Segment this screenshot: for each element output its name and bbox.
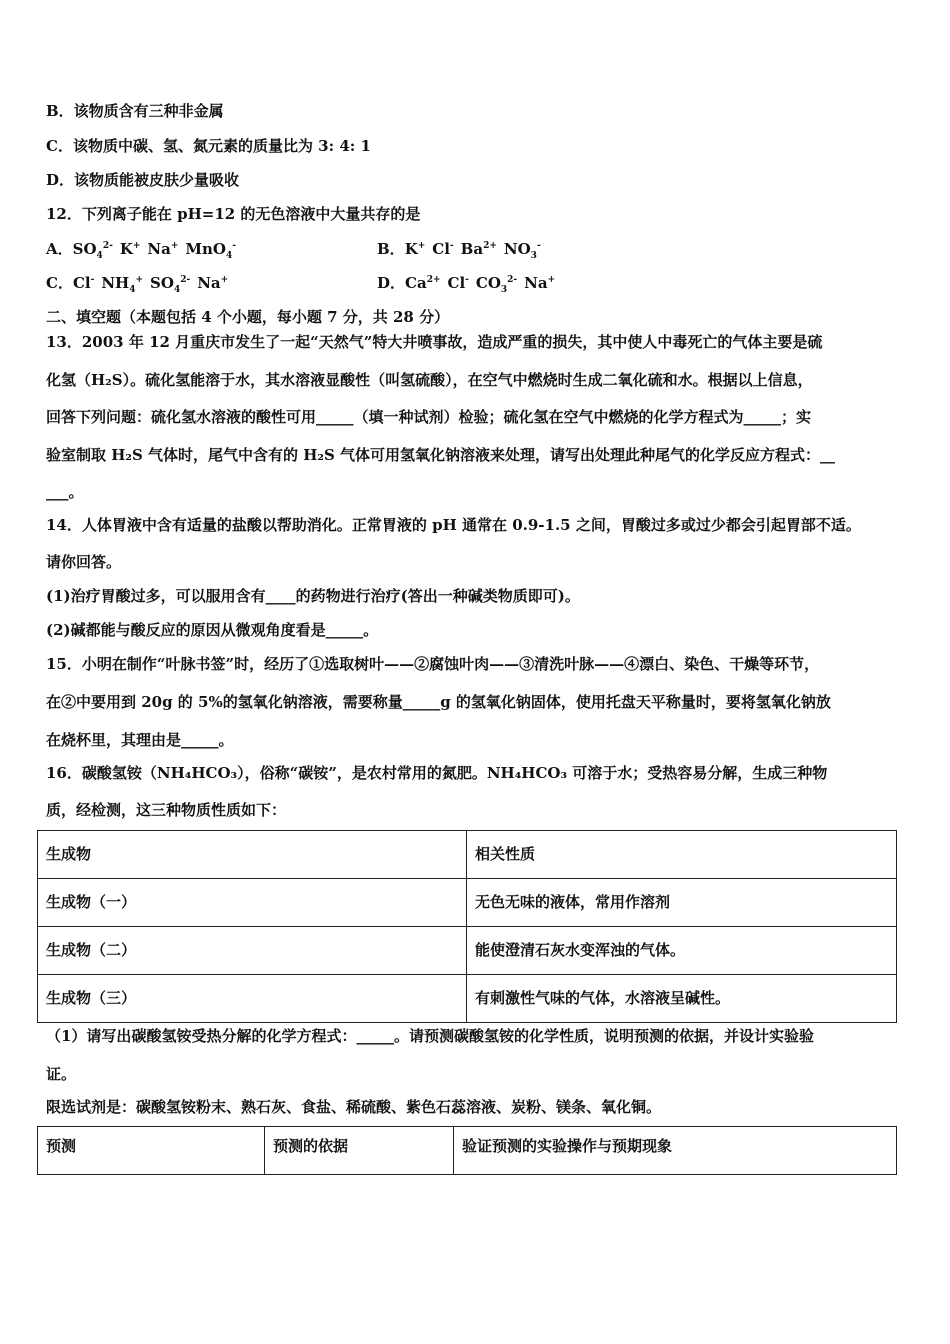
ion-formula: Cl- <box>447 274 469 292</box>
table-header-cell: 验证预测的实验操作与预期现象 <box>454 1127 897 1175</box>
q14-line-1: 14．人体胃液中含有适量的盐酸以帮助消化。正常胃液的 pH 通常在 0.9-1.5 之间，胃酸过多或过少都会引起胃部不适。 <box>46 516 861 534</box>
table-header-row <box>38 1127 897 1175</box>
table-cell: 生成物（二） <box>38 927 467 975</box>
table-cell: 生成物（一） <box>38 879 467 927</box>
section-heading: 二、填空题（本题包括 4 个小题，每小题 7 分，共 28 分） <box>46 308 450 326</box>
q13-line-3: 回答下列问题：硫化氢水溶液的酸性可用_____（填一种试剂）检验；硫化氢在空气中燃烧的化学方程式为_____；实 <box>46 408 812 426</box>
ion-formula: $Ba^{2+}$ <box>460 240 497 258</box>
q14-line-3: (1)治疗胃酸过多，可以服用含有____的药物进行治疗(答出一种碱类物质即可)。 <box>46 587 580 605</box>
q13-line-5: ___。 <box>46 483 84 501</box>
q14-line-4: (2)碱都能与酸反应的原因从微观角度看是_____。 <box>46 621 379 639</box>
prediction-table <box>37 1126 897 1175</box>
option-label: C． <box>46 274 73 292</box>
q15-line-3: 在烧杯里，其理由是_____。 <box>46 731 234 749</box>
q12-option-d <box>377 274 562 293</box>
products-table <box>37 830 897 1023</box>
option-label: A． <box>46 240 73 258</box>
ion-formula: Cl- <box>432 240 454 258</box>
ion-formula: $SO_4^{2-}$ <box>150 274 191 295</box>
table-row <box>38 975 897 1023</box>
q14-line-2: 请你回答。 <box>46 553 122 571</box>
table-cell: 生成物（三） <box>38 975 467 1023</box>
ion-formula: K+ <box>404 240 426 258</box>
q11-option-b: B．该物质含有三种非金属 <box>46 102 224 120</box>
q16-line-1: 16．碳酸氢铵（NH₄HCO₃），俗称“碳铵”，是农村常用的氮肥。NH₄HCO₃ 可溶于水；受热容易分解，生成三种物 <box>46 764 828 782</box>
q16-reagents: 限选试剂是：碳酸氢铵粉末、熟石灰、食盐、稀硫酸、紫色石蕊溶液、炭粉、镁条、氧化铜。 <box>46 1098 662 1116</box>
table-row <box>38 879 897 927</box>
ion-formula: Na+ <box>197 274 229 292</box>
table-header-cell: 相关性质 <box>467 831 897 879</box>
ion-formula: Na+ <box>147 240 179 258</box>
q12-option-a <box>46 240 243 259</box>
q16-line-2: 质，经检测，这三种物质性质如下： <box>46 801 287 819</box>
q16-part1-line-1: （1）请写出碳酸氢铵受热分解的化学方程式：_____。请预测碳酸氢铵的化学性质，说明预测的依据，并设计实验验 <box>46 1027 814 1045</box>
q16-part1-line-2: 证。 <box>46 1065 77 1083</box>
q13-line-1: 13．2003 年 12 月重庆市发生了一起“天然气”特大井喷事故，造成严重的损失，其中使人中毒死亡的气体主要是硫 <box>46 333 823 351</box>
q12-stem: 12．下列离子能在 pH=12 的无色溶液中大量共存的是 <box>46 205 421 223</box>
q12-option-c <box>46 274 235 293</box>
ion-formula: MnO$_4$- <box>185 240 236 261</box>
option-label: B． <box>377 240 405 258</box>
ion-formula: $NO_3^-$ <box>503 240 541 261</box>
q12-option-b <box>377 240 548 259</box>
q15-line-2: 在②中要用到 20g 的 5%的氢氧化钠溶液，需要称量_____g 的氢氧化钠固体，使用托盘天平称量时，要将氢氧化钠放 <box>46 693 831 711</box>
q11-option-d: D．该物质能被皮肤少量吸收 <box>46 171 240 189</box>
option-label: D． <box>377 274 406 292</box>
table-header-cell: 预测的依据 <box>265 1127 454 1175</box>
table-header-cell: 预测 <box>38 1127 265 1175</box>
ion-formula: K+ <box>119 240 141 258</box>
q13-line-4: 验室制取 H₂S 气体时，尾气中含有的 H₂S 气体可用氢氧化钠溶液来处理，请写出处理此种尾气的化学反应方程式：__ <box>46 446 836 464</box>
ion-formula: $NH_4^+$ <box>101 274 144 295</box>
table-cell: 有刺激性气味的气体，水溶液呈碱性。 <box>467 975 897 1023</box>
table-cell: 无色无味的液体，常用作溶剂 <box>467 879 897 927</box>
table-cell: 能使澄清石灰水变浑浊的气体。 <box>467 927 897 975</box>
ion-formula: $Ca^{2+}$ <box>405 274 441 292</box>
q11-option-c: C．该物质中碳、氢、氮元素的质量比为 3: 4: 1 <box>46 137 371 155</box>
q13-line-2: 化氢（H₂S）。硫化氢能溶于水，其水溶液显酸性（叫氢硫酸），在空气中燃烧时生成二氧化硫和水。根据以上信息， <box>46 371 813 389</box>
table-header-cell: 生成物 <box>38 831 467 879</box>
ion-formula: $CO_3^{2-}$ <box>475 274 518 295</box>
q15-line-1: 15．小明在制作“叶脉书签”时，经历了①选取树叶——②腐蚀叶肉——③清洗叶脉——④漂白、染色、干燥等环节， <box>46 655 820 673</box>
ion-formula: Cl- <box>72 274 95 292</box>
ion-formula: $SO_4^{2-}$ <box>72 240 113 261</box>
ion-formula: Na+ <box>524 274 556 292</box>
table-header-row <box>38 831 897 879</box>
table-row <box>38 927 897 975</box>
